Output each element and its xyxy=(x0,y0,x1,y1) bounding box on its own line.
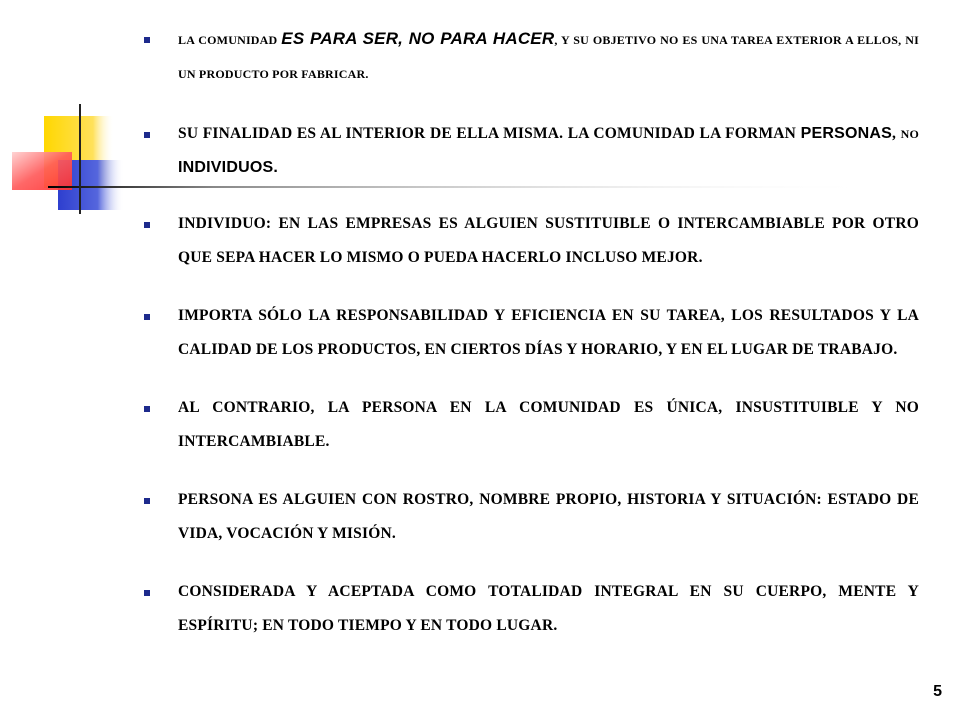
bullet-square-icon xyxy=(144,37,150,43)
bullet-item xyxy=(144,117,919,185)
bullet-item xyxy=(144,575,919,643)
bullet-text: PERSONA ES ALGUIEN CON ROSTRO, NOMBRE PROPIO, HISTORIA Y SITUACIÓN: ESTADO DE VIDA, VOCACIÓN Y MISIÓN. xyxy=(178,491,919,542)
bullet-square-icon xyxy=(144,406,150,412)
bullet-text: CONSIDERADA Y ACEPTADA COMO TOTALIDAD INTEGRAL EN SU CUERPO, MENTE Y ESPÍRITU; EN TODO TIEMPO Y EN TODO LUGAR. xyxy=(178,583,919,634)
vertical-line xyxy=(79,104,81,214)
bullet-text-segment: NO xyxy=(900,127,919,141)
bullet-text: INDIVIDUO: EN LAS EMPRESAS ES ALGUIEN SUSTITUIBLE O INTERCAMBIABLE POR OTRO QUE SEPA HACER LO MISMO O PUEDA HACERLO INCLUSO MEJOR. xyxy=(178,215,919,266)
bullet-text-segment: LA COMUNIDAD xyxy=(178,33,282,47)
bullet-emphasis: PERSONAS xyxy=(800,125,892,142)
bullet-item xyxy=(144,391,919,459)
red-square xyxy=(12,152,72,190)
bullet-text-segment: SU FINALIDAD ES AL INTERIOR DE ELLA MISMA. LA COMUNIDAD LA FORMAN xyxy=(178,125,801,142)
bullet-square-icon xyxy=(144,222,150,228)
bullet-item xyxy=(144,483,919,551)
bullet-square-icon xyxy=(144,498,150,504)
bullet-text: AL CONTRARIO, LA PERSONA EN LA COMUNIDAD ES ÚNICA, INSUSTITUIBLE Y NO INTERCAMBIABLE. xyxy=(178,399,919,450)
bullet-square-icon xyxy=(144,590,150,596)
bullet-item xyxy=(144,207,919,275)
bullet-emphasis: ES PARA SER, NO PARA HACER xyxy=(281,29,555,48)
bullet-text: IMPORTA SÓLO LA RESPONSABILIDAD Y EFICIENCIA EN SU TAREA, LOS RESULTADOS Y LA CALIDAD DE LOS PRODUCTOS, EN CIERTOS DÍAS Y HORARIO, Y EN EL LUGAR DE TRABAJO. xyxy=(178,307,919,358)
bullet-square-icon xyxy=(144,132,150,138)
bullet-emphasis: INDIVIDUOS. xyxy=(178,159,278,176)
bullet-list xyxy=(144,22,919,643)
bullet-square-icon xyxy=(144,314,150,320)
page-number: 5 xyxy=(933,683,942,700)
bullet-text xyxy=(178,117,919,185)
bullet-item xyxy=(144,22,919,91)
bullet-text-segment: , xyxy=(892,125,901,142)
bullet-text xyxy=(178,22,919,91)
bullet-text-segment: , Y SU OBJETIVO NO ES UNA TAREA EXTERIOR A ELLOS, NI UN PRODUCTO POR FABRICAR. xyxy=(178,33,919,81)
bullet-item xyxy=(144,299,919,367)
